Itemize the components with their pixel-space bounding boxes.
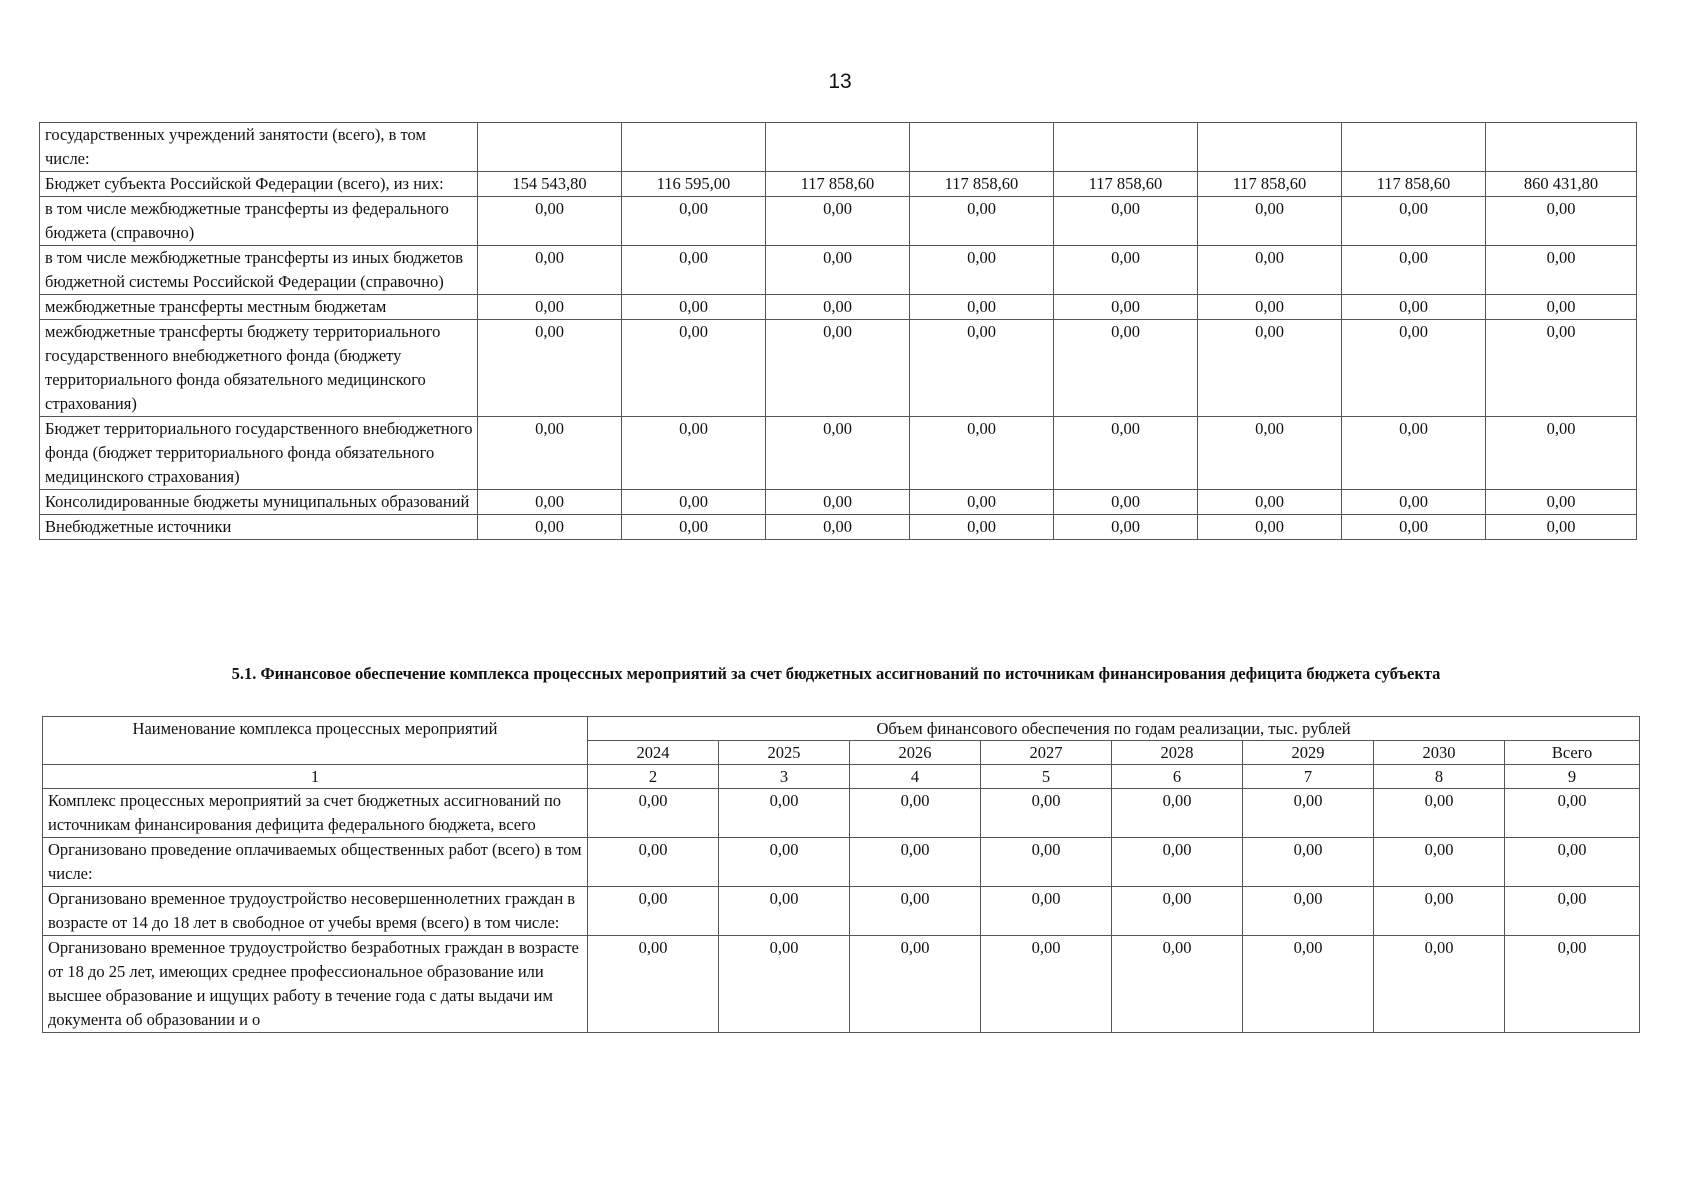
value-cell: 117 858,60 — [1054, 172, 1198, 197]
year-header-cell: 2026 — [850, 741, 981, 765]
year-header-cell: 2029 — [1243, 741, 1374, 765]
value-cell: 154 543,80 — [478, 172, 622, 197]
value-cell: 0,00 — [1505, 789, 1640, 838]
value-cell: 0,00 — [588, 838, 719, 887]
column-number-cell: 1 — [43, 765, 588, 789]
value-cell: 0,00 — [1374, 838, 1505, 887]
value-cell: 0,00 — [719, 789, 850, 838]
column-number-cell: 7 — [1243, 765, 1374, 789]
value-cell: 0,00 — [1486, 197, 1637, 246]
table-row — [43, 936, 1640, 1033]
value-cell: 0,00 — [1198, 197, 1342, 246]
value-cell: 0,00 — [910, 246, 1054, 295]
value-cell: 0,00 — [478, 246, 622, 295]
table-row — [40, 295, 1637, 320]
row-label: Бюджет территориального государственного внебюджетного фонда (бюджет территориального фонда обязательного медицинского страхования) — [40, 417, 478, 490]
value-cell: 0,00 — [1505, 936, 1640, 1033]
value-cell: 0,00 — [1112, 936, 1243, 1033]
value-cell: 0,00 — [1486, 246, 1637, 295]
value-cell: 0,00 — [1243, 936, 1374, 1033]
value-cell: 117 858,60 — [1198, 172, 1342, 197]
table-header-numbers-row — [43, 765, 1640, 789]
table-row — [40, 246, 1637, 295]
value-cell: 0,00 — [588, 887, 719, 936]
value-cell: 0,00 — [719, 936, 850, 1033]
table-row — [40, 172, 1637, 197]
table-row — [40, 197, 1637, 246]
value-cell: 0,00 — [1486, 417, 1637, 490]
table-row — [43, 789, 1640, 838]
value-cell: 0,00 — [910, 320, 1054, 417]
value-cell: 0,00 — [719, 887, 850, 936]
value-cell: 117 858,60 — [910, 172, 1054, 197]
value-cell: 0,00 — [1054, 320, 1198, 417]
value-cell: 0,00 — [622, 490, 766, 515]
table-row — [40, 515, 1637, 540]
value-cell: 0,00 — [910, 515, 1054, 540]
column-number-cell: 3 — [719, 765, 850, 789]
value-cell: 0,00 — [1243, 887, 1374, 936]
value-cell: 0,00 — [766, 295, 910, 320]
row-label: Консолидированные бюджеты муниципальных образований — [40, 490, 478, 515]
value-cell: 0,00 — [1505, 838, 1640, 887]
value-cell: 0,00 — [850, 887, 981, 936]
value-cell: 0,00 — [1342, 295, 1486, 320]
value-cell: 0,00 — [1112, 887, 1243, 936]
value-cell — [910, 123, 1054, 172]
row-label: в том числе межбюджетные трансферты из иных бюджетов бюджетной системы Российской Федерации (справочно) — [40, 246, 478, 295]
column-header-name: Наименование комплекса процессных мероприятий — [43, 717, 588, 765]
row-label: Комплекс процессных мероприятий за счет бюджетных ассигнований по источникам финансирования дефицита федерального бюджета, всего — [43, 789, 588, 838]
row-label: Внебюджетные источники — [40, 515, 478, 540]
column-number-cell: 9 — [1505, 765, 1640, 789]
table-row — [43, 838, 1640, 887]
value-cell: 0,00 — [1486, 320, 1637, 417]
value-cell: 0,00 — [1486, 295, 1637, 320]
value-cell: 0,00 — [766, 197, 910, 246]
year-header-cell: 2030 — [1374, 741, 1505, 765]
value-cell: 0,00 — [766, 515, 910, 540]
value-cell: 0,00 — [1243, 789, 1374, 838]
value-cell: 0,00 — [1112, 789, 1243, 838]
row-label: в том числе межбюджетные трансферты из федерального бюджета (справочно) — [40, 197, 478, 246]
value-cell: 0,00 — [1342, 197, 1486, 246]
value-cell: 0,00 — [622, 295, 766, 320]
value-cell: 0,00 — [1342, 490, 1486, 515]
column-number-cell: 5 — [981, 765, 1112, 789]
value-cell: 0,00 — [910, 197, 1054, 246]
value-cell — [1342, 123, 1486, 172]
value-cell: 0,00 — [622, 417, 766, 490]
value-cell: 0,00 — [1505, 887, 1640, 936]
value-cell: 0,00 — [1243, 838, 1374, 887]
value-cell: 0,00 — [1054, 515, 1198, 540]
value-cell: 0,00 — [1198, 295, 1342, 320]
row-label: Организовано временное трудоустройство несовершеннолетних граждан в возрасте от 14 до 18 лет в свободное от учебы время (всего) в том числе: — [43, 887, 588, 936]
value-cell: 0,00 — [478, 295, 622, 320]
value-cell: 0,00 — [1342, 320, 1486, 417]
value-cell: 0,00 — [1342, 246, 1486, 295]
value-cell: 0,00 — [1486, 490, 1637, 515]
value-cell — [478, 123, 622, 172]
row-label: государственных учреждений занятости (всего), в том числе: — [40, 123, 478, 172]
value-cell: 0,00 — [766, 246, 910, 295]
column-header-volume: Объем финансового обеспечения по годам реализации, тыс. рублей — [588, 717, 1640, 741]
value-cell: 0,00 — [622, 515, 766, 540]
table-row — [40, 320, 1637, 417]
value-cell — [766, 123, 910, 172]
value-cell: 0,00 — [588, 789, 719, 838]
value-cell: 0,00 — [1198, 320, 1342, 417]
value-cell: 0,00 — [1374, 887, 1505, 936]
row-label: Организовано временное трудоустройство безработных граждан в возрасте от 18 до 25 лет, имеющих среднее профессиональное образование или высшее образование и ищущих работу в течение года с даты выдачи им документа об образовании и о — [43, 936, 588, 1033]
year-header-cell: Всего — [1505, 741, 1640, 765]
year-header-cell: 2028 — [1112, 741, 1243, 765]
table-row — [43, 887, 1640, 936]
section-title: 5.1. Финансовое обеспечение комплекса процессных мероприятий за счет бюджетных ассигнований по источникам финансирования дефицита бюджета субъекта — [231, 664, 1441, 683]
value-cell: 0,00 — [478, 490, 622, 515]
value-cell: 0,00 — [588, 936, 719, 1033]
value-cell: 0,00 — [1342, 417, 1486, 490]
value-cell: 0,00 — [766, 490, 910, 515]
value-cell: 0,00 — [981, 789, 1112, 838]
value-cell: 0,00 — [622, 246, 766, 295]
value-cell: 0,00 — [1198, 515, 1342, 540]
value-cell: 0,00 — [1054, 197, 1198, 246]
row-label: Бюджет субъекта Российской Федерации (всего), из них: — [40, 172, 478, 197]
value-cell — [1486, 123, 1637, 172]
value-cell: 0,00 — [622, 320, 766, 417]
value-cell: 0,00 — [478, 320, 622, 417]
value-cell: 0,00 — [1054, 295, 1198, 320]
value-cell: 0,00 — [478, 197, 622, 246]
value-cell: 0,00 — [910, 295, 1054, 320]
value-cell — [1054, 123, 1198, 172]
value-cell: 0,00 — [981, 838, 1112, 887]
value-cell: 0,00 — [850, 789, 981, 838]
value-cell: 0,00 — [1054, 417, 1198, 490]
value-cell: 0,00 — [622, 197, 766, 246]
value-cell: 0,00 — [1054, 490, 1198, 515]
value-cell: 0,00 — [850, 838, 981, 887]
process-measures-funding-table-body — [43, 789, 1640, 1033]
year-header-cell: 2024 — [588, 741, 719, 765]
value-cell: 0,00 — [1342, 515, 1486, 540]
value-cell: 0,00 — [478, 515, 622, 540]
column-number-cell: 2 — [588, 765, 719, 789]
year-header-cell: 2025 — [719, 741, 850, 765]
value-cell: 0,00 — [1374, 936, 1505, 1033]
funding-table-continued-body — [40, 123, 1637, 540]
value-cell: 0,00 — [910, 490, 1054, 515]
value-cell — [622, 123, 766, 172]
table-row — [40, 417, 1637, 490]
value-cell: 0,00 — [1054, 246, 1198, 295]
value-cell: 0,00 — [1374, 789, 1505, 838]
value-cell: 860 431,80 — [1486, 172, 1637, 197]
page-number: 13 — [828, 70, 852, 93]
value-cell: 116 595,00 — [622, 172, 766, 197]
row-label: межбюджетные трансферты бюджету территориального государственного внебюджетного фонда (бюджету территориального фонда обязательного медицинского страхования) — [40, 320, 478, 417]
value-cell: 0,00 — [981, 936, 1112, 1033]
year-header-cell: 2027 — [981, 741, 1112, 765]
column-number-cell: 6 — [1112, 765, 1243, 789]
table-row — [40, 490, 1637, 515]
value-cell: 0,00 — [1112, 838, 1243, 887]
table-header-row — [43, 717, 1640, 741]
funding-table-continued — [39, 122, 1637, 540]
value-cell: 0,00 — [850, 936, 981, 1033]
column-number-cell: 8 — [1374, 765, 1505, 789]
value-cell: 117 858,60 — [766, 172, 910, 197]
value-cell: 0,00 — [719, 838, 850, 887]
value-cell: 0,00 — [1198, 490, 1342, 515]
value-cell: 117 858,60 — [1342, 172, 1486, 197]
value-cell: 0,00 — [766, 417, 910, 490]
column-number-cell: 4 — [850, 765, 981, 789]
value-cell: 0,00 — [981, 887, 1112, 936]
value-cell: 0,00 — [1486, 515, 1637, 540]
value-cell: 0,00 — [766, 320, 910, 417]
process-measures-funding-table — [42, 716, 1640, 1033]
row-label: Организовано проведение оплачиваемых общественных работ (всего) в том числе: — [43, 838, 588, 887]
value-cell: 0,00 — [910, 417, 1054, 490]
value-cell: 0,00 — [1198, 417, 1342, 490]
value-cell — [1198, 123, 1342, 172]
value-cell: 0,00 — [478, 417, 622, 490]
table-row — [40, 123, 1637, 172]
value-cell: 0,00 — [1198, 246, 1342, 295]
row-label: межбюджетные трансферты местным бюджетам — [40, 295, 478, 320]
